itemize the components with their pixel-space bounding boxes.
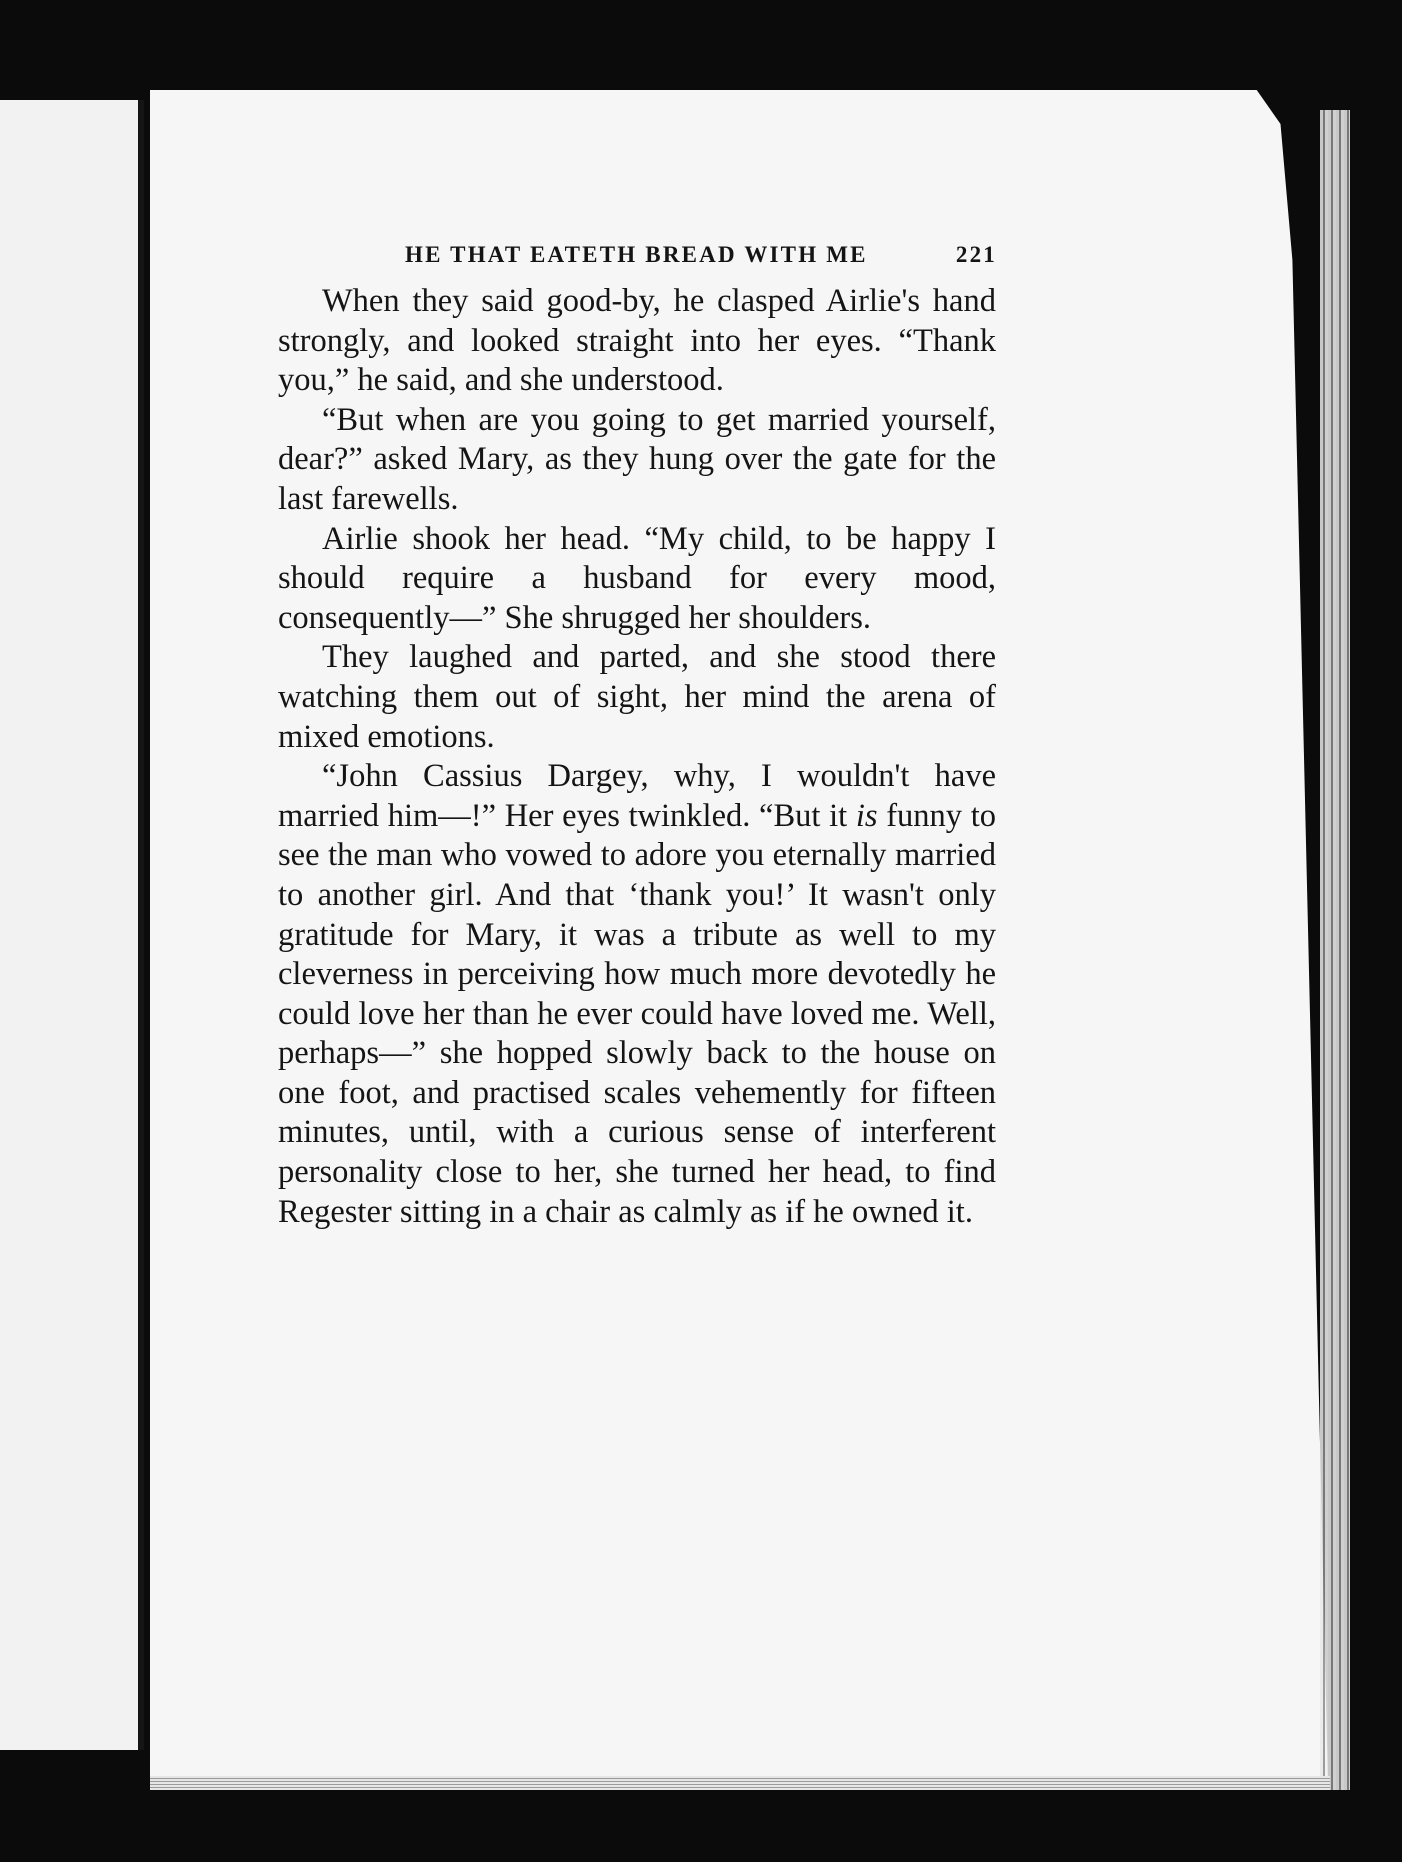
paragraph-5-text-before-italic: “John Cassius Dargey, why, I wouldn't have married him—!” Her eyes twinkled. “But it — [278, 758, 996, 834]
previous-page-edge — [0, 100, 144, 1750]
page-number: 221 — [955, 242, 997, 267]
paragraph-1: When they said good-by, he clasped Airlie's hand strongly, and looked straight into her eyes. “Thank you,” he said, and she understood. — [278, 283, 996, 399]
paragraph-3: Airlie shook her head. “My child, to be happy I should require a husband for every mood, consequently—” She shrugged her shoulders. — [278, 520, 996, 636]
paragraph-5-text-after-italic: funny to see the man who vowed to adore you eternally married to another girl. And that ‘thank you!’ It wasn't only gratitude for Mary, it was a tribute as well to my cleverness in perceiving how much more devotedly he could love her than he ever could have loved me. Well, perhaps—” she hopped slowly back to the house on one foot, and practised scales vehemently for fifteen minutes, until, with a curious sense of interferent personality close to her, she turned her head, to find Regester sitting in a chair as calmly as if he owned it. — [278, 797, 996, 1230]
running-head-title: HE THAT EATETH BREAD WITH ME — [405, 242, 868, 267]
paragraph-5 — [278, 757, 996, 1232]
body-text — [278, 282, 996, 1232]
page-stack-edge — [1320, 110, 1350, 1790]
page-bottom-edge — [150, 1776, 1330, 1790]
paragraph-5-italic-word: is — [855, 797, 878, 834]
paragraph-2: “But when are you going to get married yourself, dear?” asked Mary, as they hung over the gate for the last farewells. — [278, 401, 996, 517]
paragraph-4: They laughed and parted, and she stood there watching them out of sight, her mind the arena of mixed emotions. — [278, 639, 996, 755]
